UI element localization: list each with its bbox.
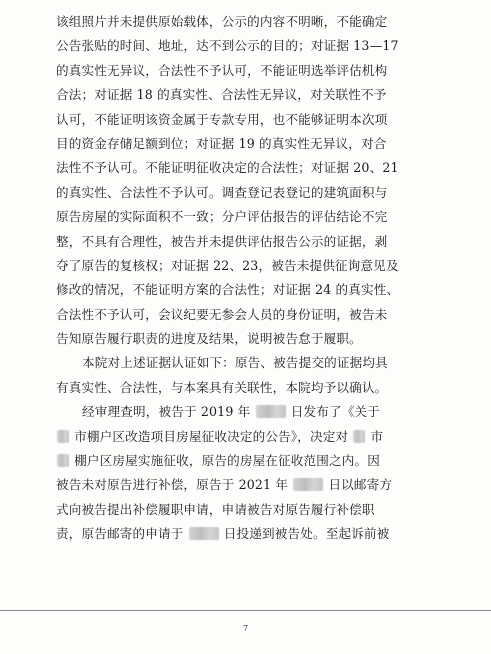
text-segment: 本院对上述证据认证如下：原告、被告提交的证据均具 bbox=[82, 355, 388, 371]
page-number: 7 bbox=[242, 624, 249, 633]
text-segment: 的真实性、合法性不予认可。调查登记表登记的建筑面积与 bbox=[56, 184, 388, 200]
text-line bbox=[56, 230, 438, 254]
redaction-blur bbox=[57, 454, 69, 467]
text-line bbox=[56, 449, 438, 473]
text-segment: 法性不予认可。不能证明征收决定的合法性；对证据 20、21 bbox=[56, 160, 399, 176]
text-line bbox=[56, 351, 438, 375]
text-line bbox=[56, 498, 438, 522]
text-segment: 日以邮寄方 bbox=[328, 477, 393, 493]
redaction-blur bbox=[353, 430, 365, 443]
text-segment: 经审理查明，被告于 2019 年 bbox=[82, 404, 251, 420]
body-text bbox=[56, 10, 438, 547]
text-segment: 式向被告提出补偿履职申请，申请被告对原告履行补偿职 bbox=[56, 501, 375, 517]
text-segment: 修改的情况，不能证明方案的合法性；对证据 24 的真实性、 bbox=[56, 282, 400, 298]
text-segment: 认可，不能证明该资金属于专款专用，也不能够证明本次项 bbox=[56, 111, 388, 127]
text-segment: 原告房屋的实际面积不一致；分户评估报告的评估结论不完 bbox=[56, 209, 388, 225]
redaction-blur bbox=[293, 478, 323, 491]
text-line bbox=[56, 254, 438, 278]
text-segment: 棚户区房屋实施征收，原告的房屋在征收范围之内。因 bbox=[74, 453, 381, 469]
text-line bbox=[56, 522, 438, 546]
text-segment: 公告张贴的时间、地址，达不到公示的目的；对证据 13—17 bbox=[56, 38, 399, 54]
text-line bbox=[56, 83, 438, 107]
text-line bbox=[56, 34, 438, 58]
page-edge-line bbox=[0, 610, 491, 611]
text-segment: 合法性不予认可，会议纪要无参会人员的身份证明，被告未 bbox=[56, 306, 388, 322]
text-line bbox=[56, 278, 438, 302]
text-line bbox=[56, 108, 438, 132]
redaction-blur bbox=[57, 430, 69, 443]
text-segment: 被告未对原告进行补偿，原告于 2021 年 bbox=[56, 477, 289, 493]
text-line bbox=[56, 181, 438, 205]
redaction-blur bbox=[256, 405, 286, 418]
text-line bbox=[56, 400, 438, 424]
text-line bbox=[56, 327, 438, 351]
text-line bbox=[56, 205, 438, 229]
text-segment: 合法；对证据 18 的真实性、合法性无异议，对关联性不予 bbox=[56, 87, 387, 103]
text-segment: 责，原告邮寄的申请于 bbox=[56, 526, 184, 542]
text-line bbox=[56, 303, 438, 327]
text-line bbox=[56, 59, 438, 83]
text-segment: 该组照片并未提供原始载体，公示的内容不明晰，不能确定 bbox=[56, 14, 388, 29]
text-segment: 告知原告履行职责的进度及结果，说明被告怠于履职。 bbox=[56, 331, 362, 347]
text-segment: 有真实性、合法性，与本案具有关联性，本院均予以确认。 bbox=[56, 379, 388, 395]
text-segment: 夺了原告的复核权；对证据 22、23，被告未提供征询意见及 bbox=[56, 257, 399, 273]
text-line bbox=[56, 156, 438, 180]
text-segment: 的真实性无异议，合法性不予认可，不能证明选举评估机构 bbox=[56, 62, 388, 78]
text-segment: 目的资金存储足额到位；对证据 19 的真实性无异议，对合 bbox=[56, 135, 387, 151]
text-line bbox=[56, 425, 438, 449]
text-segment: 日投递到被告处。至起诉前被 bbox=[223, 526, 390, 542]
text-segment: 市棚户区改造项目房屋征收决定的公告》，决定对 bbox=[74, 428, 349, 444]
text-segment: 整，不具有合理性，被告并未提供评估报告公示的证据，剥 bbox=[56, 233, 388, 249]
text-segment: 市 bbox=[370, 428, 384, 444]
text-segment: 日发布了《关于 bbox=[290, 404, 380, 420]
text-line bbox=[56, 473, 438, 497]
text-line bbox=[56, 10, 438, 34]
text-line bbox=[56, 376, 438, 400]
text-line bbox=[56, 132, 438, 156]
redaction-blur bbox=[189, 527, 219, 540]
